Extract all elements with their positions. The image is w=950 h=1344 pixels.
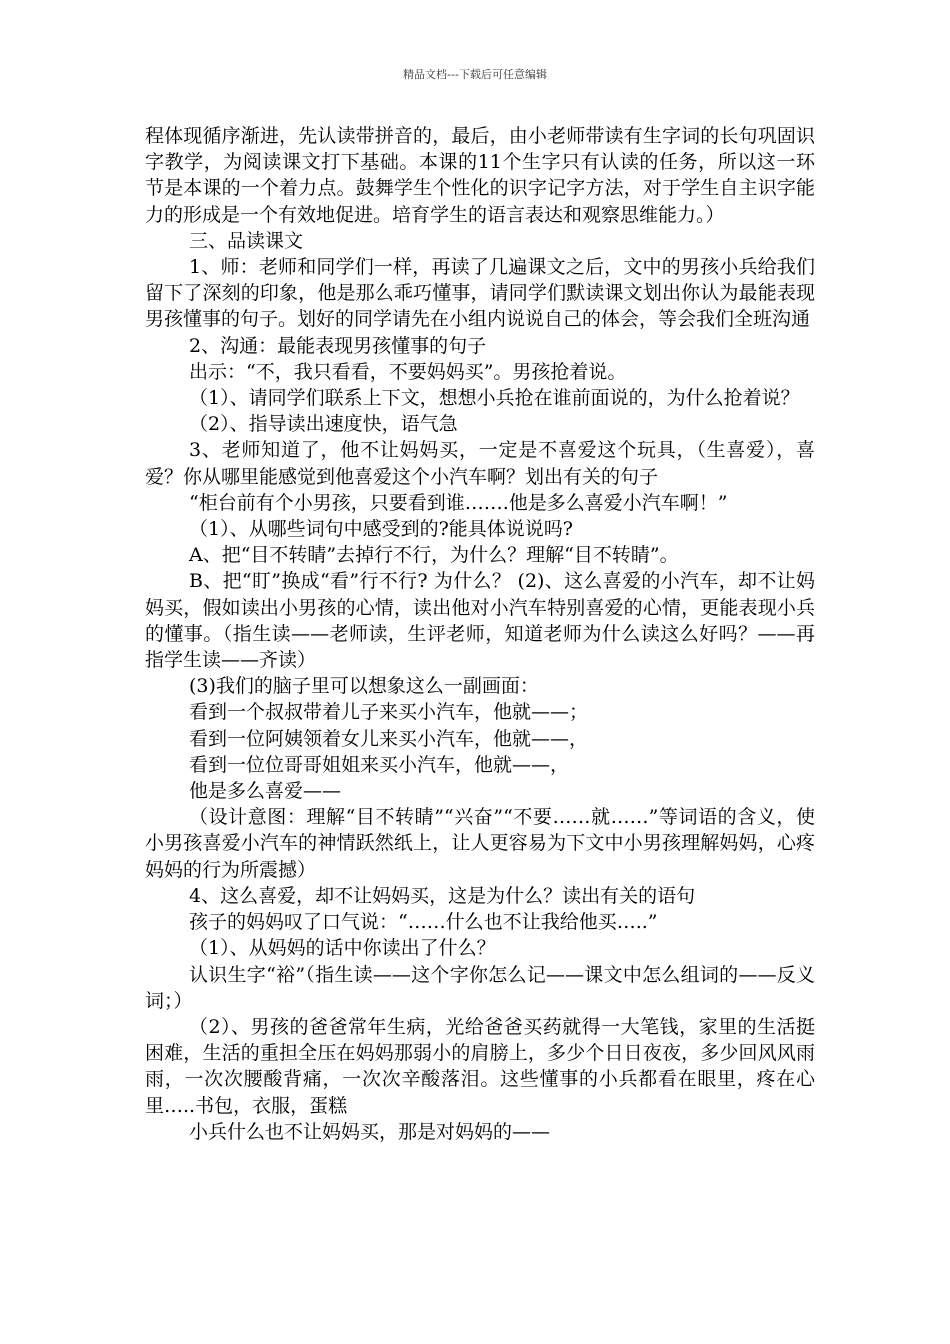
paragraph: 认识生字“裕”（指生读——这个字你怎么记——课文中怎么组词的——反义词；） [145, 963, 815, 1012]
paragraph: （1）、请同学们联系上下文，想想小兵抢在谁前面说的，为什么抢着说？ [189, 387, 800, 410]
paragraph: 程体现循序渐进，先认读带拼音的，最后，由小老师带读有生字词的长句巩固识字教学，为阅读课文打下基础。本课的11个生字只有认读的任务，所以这一环节是本课的一个着力点。鼓舞学生个性化的识字记字方法，对于学生自主识字能力的形成是一个有效地促进。培育学生的语言表达和观察思维能力。） [145, 125, 815, 226]
paragraph: 小兵什么也不让妈妈买，那是对妈妈的—— [189, 1120, 551, 1143]
paragraph: （1）、从妈妈的话中你读出了什么？ [189, 937, 496, 960]
document-body [145, 123, 815, 1145]
paragraph: B、把“盯”换成“看”行不行? 为什么？ (2)、这么喜爱的小汽车，却不让妈妈买，假如读出小男孩的心情，读出他对小汽车特别喜爱的心情，更能表现小兵的懂事。（指生读——老师读，生评老师，知道老师为什么读这么好吗？——再指学生读——齐读） [145, 570, 815, 672]
paragraph: 4、这么喜爱，却不让妈妈买，这是为什么？读出有关的语句 [189, 884, 696, 907]
paragraph: （1）、从哪些词句中感受到的?能具体说说吗? [189, 518, 573, 541]
paragraph: 2、沟通：最能表现男孩懂事的句子 [189, 334, 487, 357]
paragraph: “柜台前有个小男孩，只要看到谁…….他是多么喜爱小汽车啊！” [189, 491, 728, 514]
paragraph: 孩子的妈妈叹了口气说：“……什么也不让我给他买…..” [189, 911, 658, 934]
section-heading: 三、品读课文 [189, 229, 304, 252]
paragraph: （2）、男孩的爸爸常年生病，光给爸爸买药就得一大笔钱，家里的生活挺困难，生活的重担全压在妈妈那弱小的肩膀上，多少个日日夜夜，多少回风风雨雨，一次次腰酸背痛，一次次辛酸落泪。这些懂事的小兵都看在眼里，疼在心里…..书包，衣服，蛋糕 [145, 1015, 815, 1117]
paragraph: 他是多么喜爱—— [189, 780, 342, 803]
paragraph: 看到一位位哥哥姐姐来买小汽车，他就——， [189, 753, 570, 776]
paragraph: A、把“目不转睛”去掉行不行，为什么？理解“目不转睛”。 [189, 544, 679, 567]
page-header: 精品文档---下载后可任意编辑 [403, 68, 547, 81]
paragraph: （2）、指导读出速度快，语气急 [189, 413, 458, 436]
paragraph: 出示：“不，我只看看，不要妈妈买”。男孩抢着说。 [189, 360, 627, 383]
paragraph: 看到一个叔叔带着儿子来买小汽车，他就——； [189, 701, 589, 724]
paragraph: 3、老师知道了，他不让妈妈买，一定是不喜爱这个玩具，（生喜爱），喜爱？你从哪里能感觉到他喜爱这个小汽车啊？划出有关的句子 [145, 439, 815, 488]
paragraph: 1、师：老师和同学们一样，再读了几遍课文之后，文中的男孩小兵给我们留下了深刻的印象，他是那么乖巧懂事，请同学们默读课文划出你认为最能表现男孩懂事的句子。划好的同学请先在小组内说说自己的体会，等会我们全班沟通 [145, 256, 815, 331]
paragraph: (3)我们的脑子里可以想象这么一副画面： [189, 675, 539, 698]
paragraph: 看到一位阿姨领着女儿来买小汽车，他就——， [189, 727, 589, 750]
paragraph: （设计意图：理解“目不转睛”“兴奋”“不要……就……”等词语的含义，使小男孩喜爱小汽车的神情跃然纸上，让人更容易为下文中小男孩理解妈妈，心疼妈妈的行为所震撼） [145, 806, 815, 881]
